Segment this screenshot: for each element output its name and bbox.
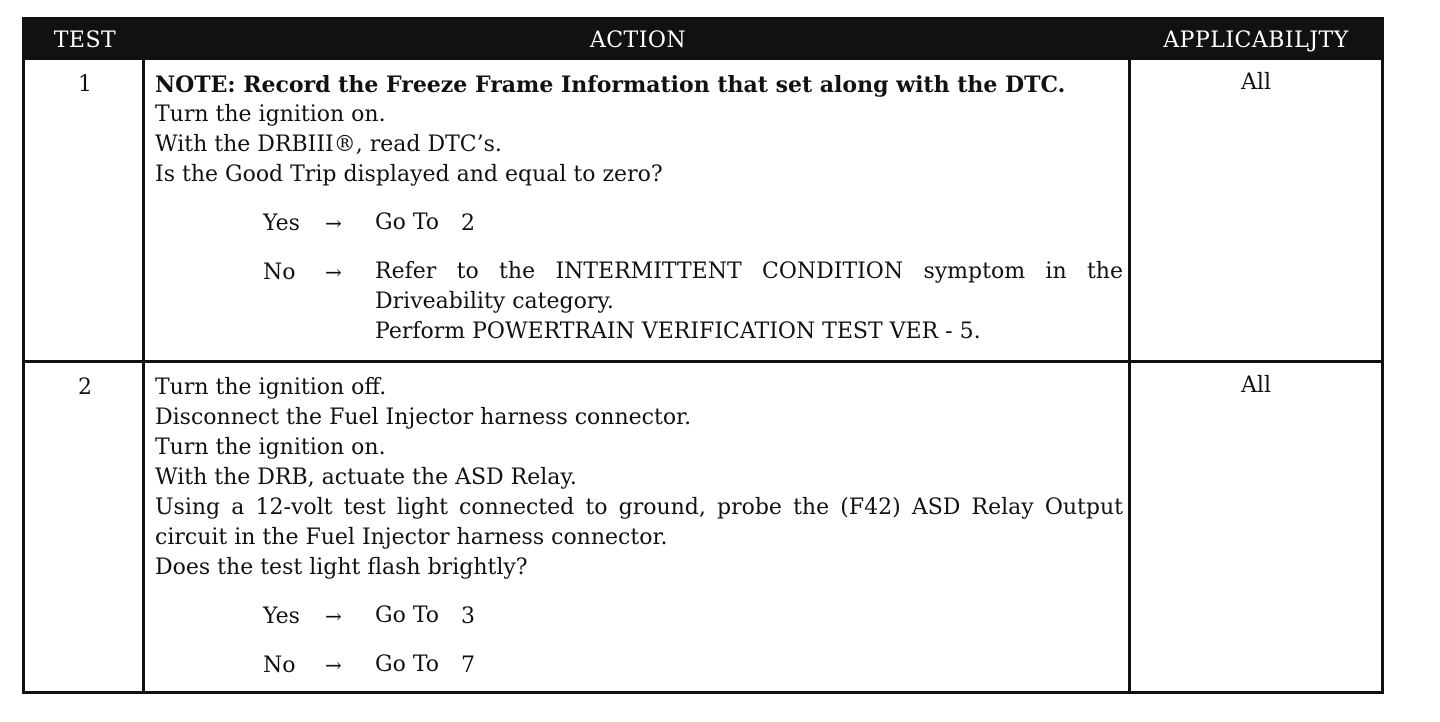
action-step: Disconnect the Fuel Injector harness connector. bbox=[155, 405, 692, 430]
note-text: NOTE: Record the Freeze Frame Information that set along with the DTC. bbox=[155, 72, 1066, 98]
action-cell bbox=[155, 70, 1123, 347]
no-result-line: Refer to the INTERMITTENT CONDITION symptom in the bbox=[375, 259, 1123, 284]
applicability-value: All bbox=[1241, 373, 1271, 398]
right-arrow-icon: → bbox=[325, 260, 342, 284]
yes-branch bbox=[155, 601, 1123, 632]
table-row bbox=[25, 363, 1381, 694]
right-arrow-icon: → bbox=[325, 211, 342, 235]
table-header bbox=[25, 20, 1381, 60]
goto-target: 2 bbox=[461, 211, 476, 236]
header-applicability: APPLICABILJTY bbox=[1163, 28, 1349, 53]
right-arrow-icon: → bbox=[325, 653, 342, 677]
action-step: Turn the ignition off. bbox=[155, 375, 387, 400]
no-branch bbox=[155, 257, 1123, 347]
goto-label: Go To bbox=[375, 652, 440, 677]
no-result-line: Perform POWERTRAIN VERIFICATION TEST VER - 5. bbox=[375, 319, 981, 344]
action-step: With the DRBIII®, read DTC’s. bbox=[155, 132, 502, 157]
goto-target: 3 bbox=[461, 604, 476, 629]
goto-target: 7 bbox=[461, 653, 476, 678]
table-row bbox=[25, 60, 1381, 360]
test-number: 2 bbox=[78, 375, 92, 400]
no-result-line: Driveability category. bbox=[375, 289, 614, 314]
action-step: circuit in the Fuel Injector harness connector. bbox=[155, 525, 668, 550]
right-arrow-icon: → bbox=[325, 604, 342, 628]
test-number: 1 bbox=[78, 72, 92, 97]
action-step: Turn the ignition on. bbox=[155, 435, 386, 460]
yes-branch bbox=[155, 208, 1123, 239]
action-step: With the DRB, actuate the ASD Relay. bbox=[155, 465, 577, 490]
applicability-value: All bbox=[1241, 70, 1271, 95]
no-label: No bbox=[263, 653, 296, 678]
action-question: Does the test light flash brightly? bbox=[155, 555, 528, 580]
no-label: No bbox=[263, 260, 296, 285]
action-step: Using a 12-volt test light connected to ground, probe the (F42) ASD Relay Output bbox=[155, 495, 1123, 520]
action-step: Turn the ignition on. bbox=[155, 102, 386, 127]
no-result bbox=[375, 257, 1123, 347]
diagnostic-table bbox=[22, 17, 1384, 694]
goto-label: Go To bbox=[375, 210, 440, 235]
action-question: Is the Good Trip displayed and equal to zero? bbox=[155, 162, 663, 187]
yes-label: Yes bbox=[263, 604, 300, 629]
no-branch bbox=[155, 650, 1123, 681]
yes-label: Yes bbox=[263, 211, 300, 236]
header-action: ACTION bbox=[589, 28, 687, 53]
header-test: TEST bbox=[53, 28, 117, 53]
action-cell bbox=[155, 373, 1123, 681]
goto-label: Go To bbox=[375, 603, 440, 628]
